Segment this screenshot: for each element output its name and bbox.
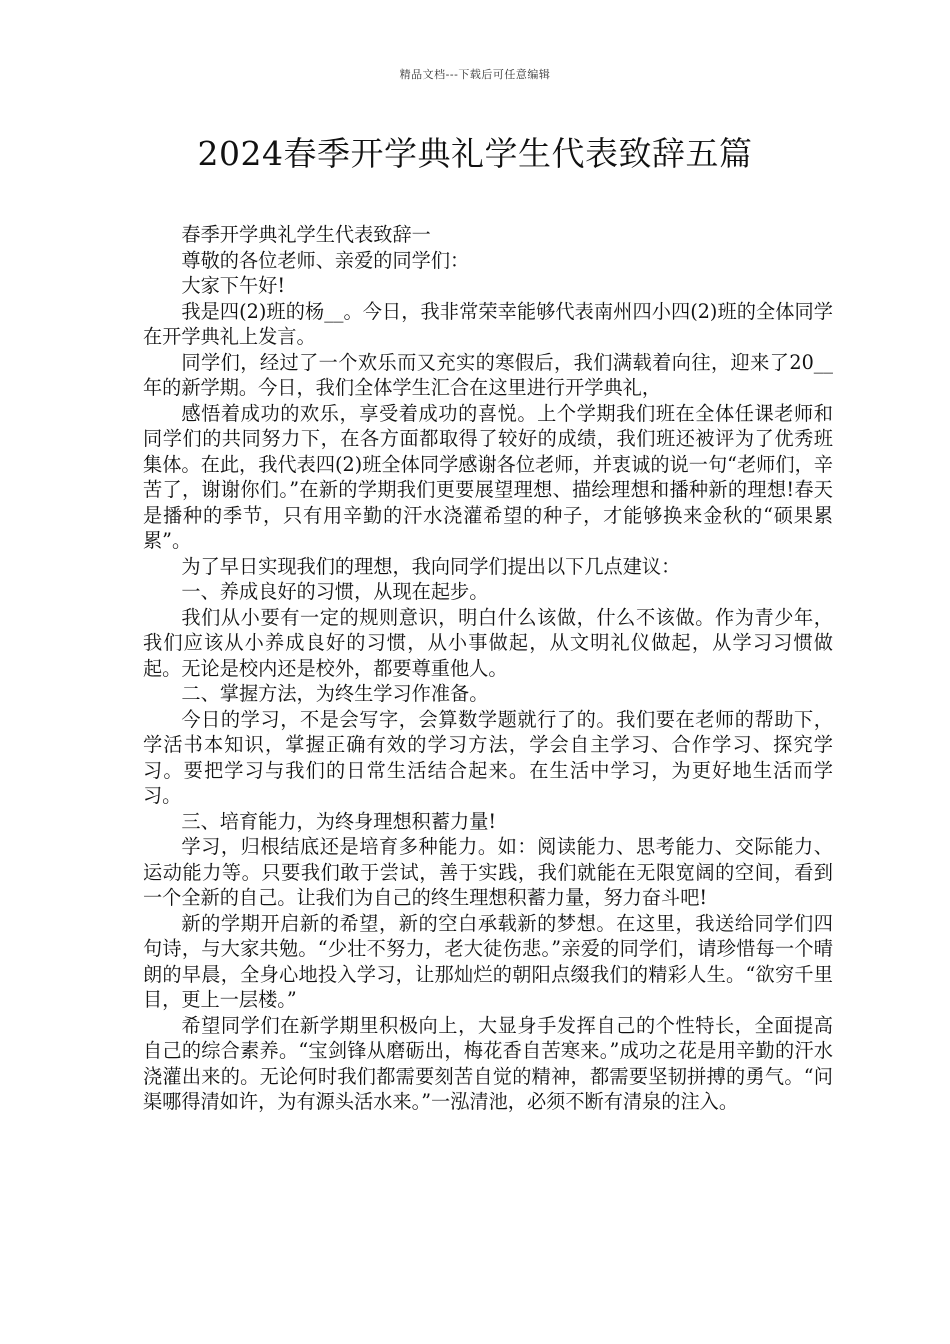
section-heading: 春季开学典礼学生代表致辞一 bbox=[181, 223, 431, 246]
subheading: 三、培育能力，为终身理想积蓄力量! bbox=[181, 809, 497, 833]
document-title: 2024春季开学典礼学生代表致辞五篇 bbox=[197, 134, 753, 173]
subheading: 二、掌握方法，为终生学习作准备。 bbox=[181, 682, 489, 705]
subheading: 一、养成良好的习惯，从现在起步。 bbox=[181, 580, 489, 603]
paragraph: 感悟着成功的欢乐，享受着成功的喜悦。上个学期我们班在全体任课老师和同学们的共同努力下，在各方面都取得了较好的成绩，我们班还被评为了优秀班集体。在此，我代表四(2)班全体同学感谢各位老师，并衷诚的说一句“老师们，辛苦了，谢谢你们。”在新的学期我们更要展望理想、描绘理想和播种新的理想!春天是播种的季节，只有用辛勤的汗水浇灌希望的种子，才能够换来金秋的“硕果累累”。 bbox=[143, 401, 833, 552]
paragraph: 今日的学习，不是会写字，会算数学题就行了的。我们要在老师的帮助下，学活书本知识，掌握正确有效的学习方法，学会自主学习、合作学习、探究学习。要把学习与我们的日常生活结合起来。在生活中学习，为更好地生活而学习。 bbox=[143, 707, 833, 807]
paragraph: 我们从小要有一定的规则意识，明白什么该做，什么不该做。作为青少年，我们应该从小养成良好的习惯，从小事做起，从文明礼仪做起，从学习习惯做起。无论是校内还是校外，都要尊重他人。 bbox=[143, 605, 833, 680]
paragraph: 学习，归根结底还是培育多种能力。如：阅读能力、思考能力、交际能力、运动能力等。只要我们敢于尝试，善于实践，我们就能在无限宽阔的空间，看到一个全新的自己。让我们为自己的终生理想积蓄力量，努力奋斗吧! bbox=[143, 835, 833, 909]
paragraph: 希望同学们在新学期里积极向上，大显身手发挥自己的个性特长，全面提高自己的综合素养。“宝剑锋从磨砺出，梅花香自苦寒来。”成功之花是用辛勤的汗水浇灌出来的。无论何时我们都需要刻苦自觉的精神，都需要坚韧拼搏的勇气。“问渠哪得清如许，为有源头活水来。”一泓清池，必须不断有清泉的注入。 bbox=[143, 1013, 833, 1113]
paragraph: 新的学期开启新的希望，新的空白承载新的梦想。在这里，我送给同学们四句诗，与大家共勉。“少壮不努力，老大徒伤悲。”亲爱的同学们，请珍惜每一个晴朗的早晨，全身心地投入学习，让那灿烂的朝阳点缀我们的精彩人生。“欲穷千里目，更上一层楼。” bbox=[143, 911, 833, 1011]
paragraph: 同学们，经过了一个欢乐而又充实的寒假后，我们满载着向往，迎来了20__年的新学期。今日，我们全体学生汇合在这里进行开学典礼， bbox=[143, 350, 833, 399]
document-body bbox=[143, 222, 833, 1115]
salutation: 尊敬的各位老师、亲爱的同学们： bbox=[181, 248, 470, 272]
paragraph: 我是四(2)班的杨__。今日，我非常荣幸能够代表南州四小四(2)班的全体同学在开学典礼上发言。 bbox=[143, 299, 833, 348]
greeting: 大家下午好! bbox=[181, 274, 286, 297]
paragraph: 为了早日实现我们的理想，我向同学们提出以下几点建议： bbox=[181, 554, 681, 578]
header-note: 精品文档---下载后可任意编辑 bbox=[399, 68, 551, 81]
